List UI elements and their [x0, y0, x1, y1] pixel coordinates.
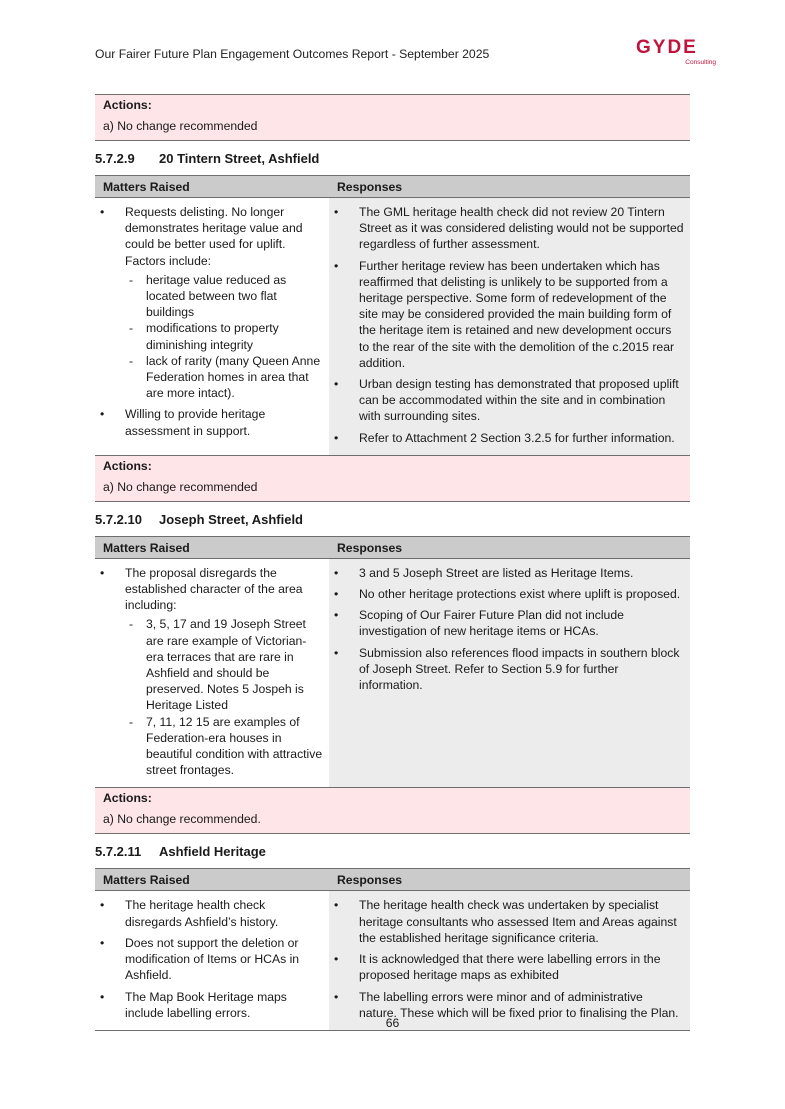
matter-subitem: - 7, 11, 12 15 are examples of Federation-era houses in beautiful condition with attractive street frontages.	[125, 714, 323, 779]
section-heading-5-7-2-11	[95, 844, 690, 860]
section-heading-5-7-2-9	[95, 151, 690, 167]
actions-box-tintern	[95, 455, 690, 502]
matter-item: • The proposal disregards the established character of the area including: - 3, 5, 17 and 19 Joseph Street are rare example of Victorian-era terraces that are rare in Ashfield and should be preserved. Notes 5 Jospeh is Heritage Listed - 7, 11, 12 15 are examples of Federation-era houses in beautiful condition with attractive street frontages.	[95, 565, 323, 779]
response-item: • Refer to Attachment 2 Section 3.2.5 for further information.	[329, 430, 684, 446]
response-item: • Scoping of Our Fairer Future Plan did not include investigation of new heritage items or HCAs.	[329, 607, 684, 639]
col-header-responses: Responses	[329, 868, 690, 891]
actions-label: Actions:	[103, 458, 152, 473]
col-header-responses: Responses	[329, 175, 690, 198]
matter-item: • The heritage health check disregards Ashfield’s history.	[95, 897, 323, 929]
response-item: • Submission also references flood impacts in southern block of Joseph Street. Refer to Section 5.9 for further information.	[329, 645, 684, 694]
matter-subitem: - lack of rarity (many Queen Anne Federation homes in area that are more intact).	[125, 353, 323, 402]
report-header-title: Our Fairer Future Plan Engagement Outcomes Report - September 2025	[95, 47, 490, 61]
matter-subitem: - modifications to property diminishing integrity	[125, 320, 323, 352]
matter-item: • The Map Book Heritage maps include labelling errors.	[95, 989, 323, 1021]
response-item: • Urban design testing has demonstrated that proposed uplift can be accommodated within the site and in combination with surrounding sites.	[329, 376, 684, 425]
section-heading-5-7-2-10	[95, 512, 690, 528]
actions-label: Actions:	[103, 98, 152, 112]
section-number: 5.7.2.9	[95, 151, 135, 166]
page-content	[95, 94, 690, 1031]
section-title: Joseph Street, Ashfield	[159, 511, 303, 527]
response-item: • No other heritage protections exist where uplift is proposed.	[329, 586, 684, 602]
matters-table-ashfield-heritage	[95, 868, 690, 1029]
table-bottom-rule	[95, 1030, 690, 1031]
section-title: Ashfield Heritage	[159, 844, 266, 860]
actions-text: a) No change recommended.	[103, 812, 261, 827]
section-title: 20 Tintern Street, Ashfield	[159, 151, 320, 166]
col-header-matters: Matters Raised	[95, 175, 329, 198]
response-item: • The heritage health check was undertaken by specialist heritage consultants who assessed Item and Areas against the established heritage significance criteria.	[329, 897, 684, 946]
col-header-responses: Responses	[329, 536, 690, 559]
logo-wordmark: GYDE	[636, 37, 698, 58]
actions-box-joseph	[95, 787, 690, 834]
matters-cell	[95, 891, 329, 1029]
matters-table-joseph	[95, 536, 690, 788]
matter-subitem: - 3, 5, 17 and 19 Joseph Street are rare example of Victorian-era terraces that are rare in Ashfield and should be preserved. Notes 5 Jospeh is Heritage Listed	[125, 616, 323, 713]
response-item: • Further heritage review has been undertaken which has reaffirmed that delisting is unlikely to be supported from a heritage perspective. Some form of redevelopment of the site may be considered provided the main building form of the heritage item is retained and new development occurs to the rear of the site with the demolition of the c.2015 rear addition.	[329, 258, 684, 371]
response-item: • It is acknowledged that there were labelling errors in the proposed heritage maps as exhibited	[329, 951, 684, 983]
section-number: 5.7.2.11	[95, 844, 142, 860]
response-item: • The labelling errors were minor and of administrative nature. These which will be fixed prior to finalising the Plan.	[329, 989, 684, 1021]
col-header-matters: Matters Raised	[95, 868, 329, 891]
actions-box-top	[95, 94, 690, 141]
responses-cell	[329, 198, 690, 455]
matter-item: • Willing to provide heritage assessment in support.	[95, 406, 323, 438]
response-item: • 3 and 5 Joseph Street are listed as Heritage Items.	[329, 565, 684, 581]
matters-cell	[95, 198, 329, 455]
matter-item: • Does not support the deletion or modification of Items or HCAs in Ashfield.	[95, 935, 323, 984]
section-number: 5.7.2.10	[95, 511, 142, 527]
actions-text: a) No change recommended	[103, 119, 258, 133]
gyde-logo	[636, 38, 726, 68]
matters-table-tintern	[95, 175, 690, 455]
response-item: • The GML heritage health check did not review 20 Tintern Street as it was considered delisting would not be supported regardless of further assessment.	[329, 204, 684, 253]
responses-cell	[329, 559, 690, 788]
matter-subitem: - heritage value reduced as located between two flat buildings	[125, 272, 323, 321]
actions-text: a) No change recommended	[103, 479, 258, 494]
logo-subtitle: Consulting	[685, 59, 716, 66]
col-header-matters: Matters Raised	[95, 536, 329, 559]
page-number: 66	[385, 1016, 400, 1030]
actions-label: Actions:	[103, 791, 152, 806]
matter-item: • Requests delisting. No longer demonstrates heritage value and could be better used for uplift. Factors include: - heritage value reduced as located between two flat buildings - modifications to property diminishing integrity - lack of rarity (many Queen Anne Federation homes in area that are more intact).	[95, 204, 323, 401]
responses-cell	[329, 891, 690, 1029]
matters-cell	[95, 559, 329, 788]
